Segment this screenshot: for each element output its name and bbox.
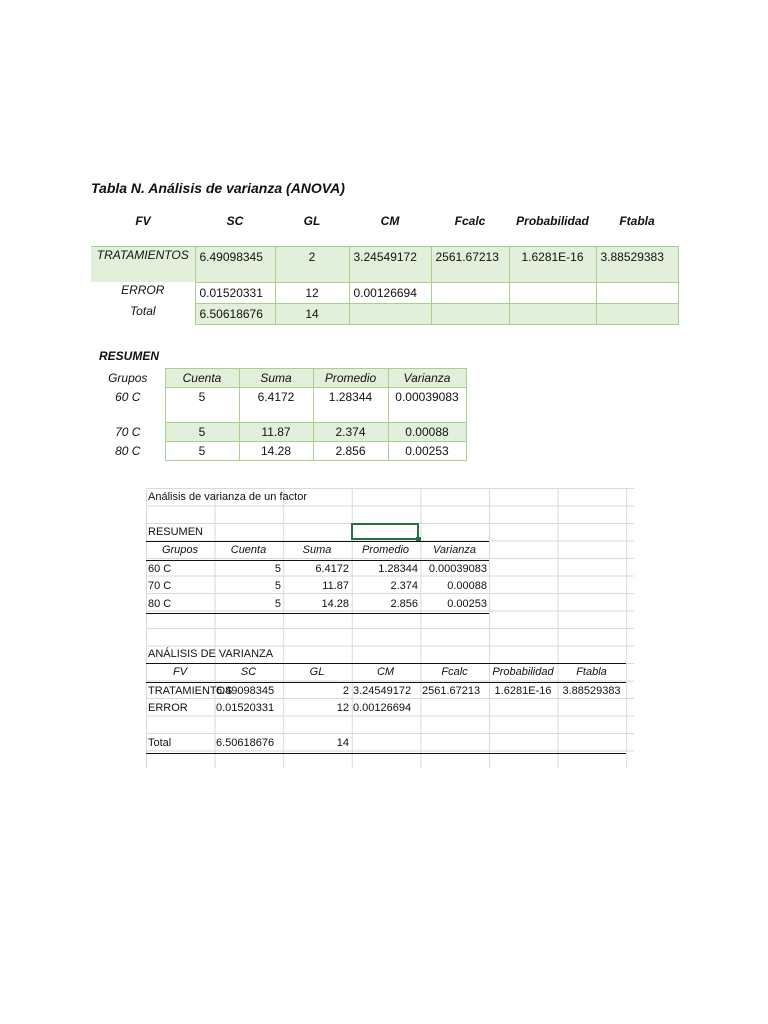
header-fv: FV: [135, 214, 151, 228]
cell-ftabla: 3.88529383: [562, 684, 621, 697]
cell-varianza: 0.00039083: [428, 562, 487, 575]
cell-cuenta: 5: [214, 596, 283, 614]
table-row: [146, 596, 489, 614]
cell-gl: 14: [283, 735, 351, 753]
row-label: 80 C: [115, 443, 141, 458]
cell-cm: 0.00126694: [353, 702, 412, 715]
resumen-title: RESUMEN: [99, 349, 160, 363]
cell-ftabla: 3.88529383: [596, 246, 678, 282]
cell-varianza: 0.00253: [388, 442, 466, 461]
cell-sc: 6.50618676: [214, 735, 283, 753]
table-row: [91, 246, 678, 282]
row-label: TRATAMIENTOS: [91, 246, 195, 282]
header-fv: FV: [146, 664, 214, 683]
cell-gl: 2: [342, 684, 349, 697]
header-grupos: Grupos: [146, 542, 214, 561]
header-probabilidad: Probabilidad: [489, 664, 557, 683]
row-label: 80 C: [146, 596, 214, 614]
cell-cm: [349, 303, 431, 324]
cell-varianza: 0.00088: [388, 423, 466, 442]
header-grupos: Grupos: [108, 371, 148, 385]
cell-probabilidad: [489, 700, 557, 718]
table-row: [146, 735, 626, 753]
cell-fcalc: [431, 303, 509, 324]
header-gl: GL: [283, 664, 351, 683]
table-row: [146, 682, 626, 700]
cell-cuenta: 5: [274, 580, 281, 593]
cell-ftabla: [596, 282, 678, 303]
row-label: 60 C: [115, 389, 141, 404]
cell-promedio: 2.856: [313, 442, 388, 461]
table-row: [146, 560, 489, 578]
header-promedio: Promedio: [351, 542, 420, 561]
header-cm: CM: [380, 214, 400, 228]
cell-cuenta: 5: [165, 388, 239, 423]
cell-fcalc: 2561.67213: [422, 684, 481, 697]
row-label: 70 C: [148, 580, 172, 593]
resumen-table: [91, 368, 467, 461]
cell-suma: 6.4172: [239, 388, 313, 423]
header-probabilidad: Probabilidad: [516, 214, 589, 228]
excel-screenshot: [146, 488, 634, 768]
cell-probabilidad: [509, 303, 596, 324]
cell-sc: 6.50618676: [195, 303, 275, 324]
header-fcalc: Fcalc: [420, 664, 489, 683]
cell-promedio: 2.374: [313, 423, 388, 442]
header-fcalc: Fcalc: [454, 214, 486, 228]
header-sc: SC: [226, 214, 244, 228]
cell-promedio: 1.28344: [378, 562, 418, 575]
cell-cm: 0.00126694: [349, 282, 431, 303]
cell-promedio: 2.856: [351, 596, 420, 614]
header-suma: Suma: [239, 369, 313, 388]
row-label: TRATAMIENTOS: [148, 684, 233, 697]
cell-suma: 14.28: [239, 442, 313, 461]
row-label: Total: [146, 735, 214, 753]
cell-gl: 14: [275, 303, 349, 324]
cell-suma: 6.4172: [315, 562, 349, 575]
header-cuenta: Cuenta: [165, 369, 239, 388]
cell-sc: 0.01520331: [195, 282, 275, 303]
cell-ftabla: [596, 303, 678, 324]
cell-suma: 11.87: [322, 580, 349, 593]
header-gl: GL: [303, 214, 321, 228]
cell-sc: 6.49098345: [195, 246, 275, 282]
table-row: [91, 303, 678, 324]
cell-cuenta: 5: [165, 423, 239, 442]
cell-varianza: 0.00253: [420, 596, 489, 614]
header-ftabla: Ftabla: [619, 214, 655, 228]
cell-gl: 2: [275, 246, 349, 282]
table-row: [91, 442, 466, 461]
cell-promedio: 2.374: [390, 580, 418, 593]
cell-probabilidad: 1.6281E-16: [494, 684, 552, 697]
cell-suma: 11.87: [239, 423, 313, 442]
anova-table: [91, 209, 679, 325]
table-row: [91, 423, 466, 442]
cell-varianza: 0.00039083: [388, 388, 466, 423]
cell-fcalc: 2561.67213: [431, 246, 509, 282]
cell-cm: 3.24549172: [353, 684, 412, 697]
header-sc: SC: [214, 664, 283, 683]
cell-gl: 12: [336, 702, 349, 715]
cell-probabilidad: [509, 282, 596, 303]
cell-sc: 6.49098345: [216, 684, 275, 697]
cell-sc: 0.01520331: [216, 702, 275, 715]
row-label: 70 C: [115, 424, 141, 439]
row-label: 60 C: [148, 562, 172, 575]
cell-fcalc: [431, 282, 509, 303]
excel-resumen-table: [146, 541, 489, 614]
table-row: [91, 282, 678, 303]
row-label: ERROR: [148, 702, 188, 715]
cell-suma: 14.28: [283, 596, 351, 614]
cell-probabilidad: 1.6281E-16: [509, 246, 596, 282]
row-label: Total: [129, 304, 156, 318]
excel-heading: Análisis de varianza de un factor: [148, 491, 307, 503]
cell-gl: 12: [275, 282, 349, 303]
excel-resumen-label: RESUMEN: [148, 526, 204, 538]
header-cm: CM: [351, 664, 420, 683]
selected-cell: [351, 523, 419, 540]
cell-promedio: 1.28344: [313, 388, 388, 423]
cell-varianza: 0.00088: [447, 580, 487, 593]
table-row: [146, 578, 489, 596]
cell-ftabla: [557, 700, 626, 718]
header-ftabla: Ftabla: [557, 664, 626, 683]
header-suma: Suma: [283, 542, 351, 561]
header-promedio: Promedio: [313, 369, 388, 388]
excel-anova-table: [146, 663, 626, 754]
cell-cuenta: 5: [274, 562, 281, 575]
header-cuenta: Cuenta: [214, 542, 283, 561]
excel-anova-label: ANÁLISIS DE VARIANZA: [148, 648, 274, 660]
row-label: ERROR: [121, 283, 165, 297]
cell-cm: 3.24549172: [349, 246, 431, 282]
table-row: [146, 700, 626, 718]
document-title: Tabla N. Análisis de varianza (ANOVA): [91, 180, 345, 196]
cell-cuenta: 5: [165, 442, 239, 461]
cell-fcalc: [420, 700, 489, 718]
header-varianza: Varianza: [420, 542, 489, 561]
header-varianza: Varianza: [388, 369, 466, 388]
table-row: [91, 388, 466, 423]
